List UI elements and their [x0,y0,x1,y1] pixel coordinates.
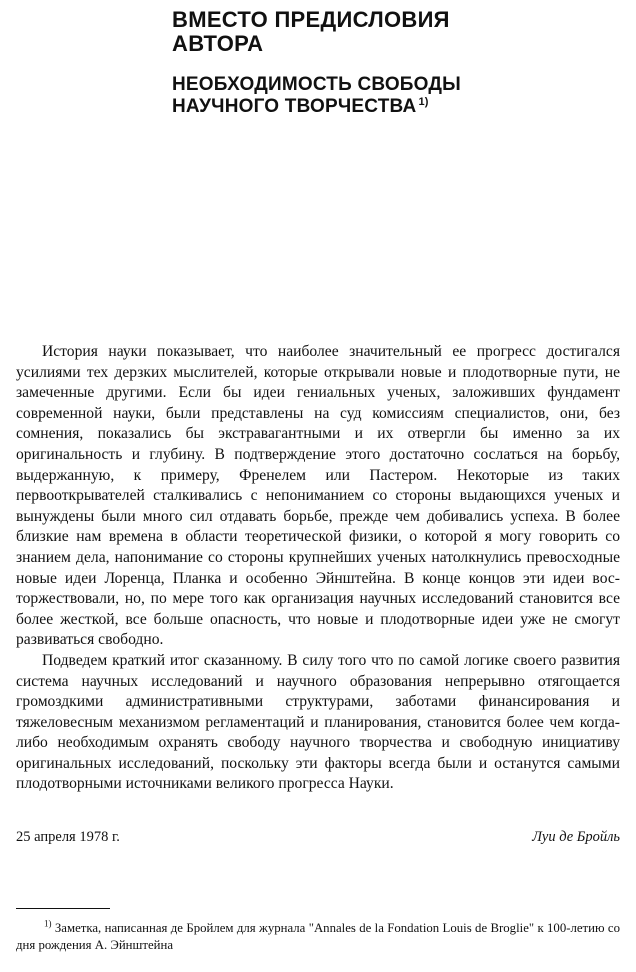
chapter-title-line2: АВТОРА [172,31,264,56]
chapter-subtitle-line2: НАУЧНОГО ТВОРЧЕСТВА [172,96,417,117]
footnote-divider [16,908,110,909]
signature-line [16,828,620,846]
footnote-reference: 1) [418,95,429,108]
paragraph-2: Подведем краткий итог сказанному. В силу того что по самой логике своего развития система научных исследований и научного образования непрерывно отягощается громоздкими административными структурами, заботами финансирования и тяжеловесным механизмом регламентаций и планирования, становится более чем когда-либо необходимым охранять свободу научного творчества и свободную инициативу оригинальных исследований, поскольку эти факторы всегда были и останутся самыми плодотворными источниками великого прогресса Науки. [16,651,620,793]
chapter-subtitle [172,74,612,118]
footnote-text: Заметка, написанная де Бройлем для журнала "Annales de la Fondation Louis de Broglie" к 100-летию со дня рождения А. Эйнштейна [16,921,620,952]
chapter-heading [172,8,612,118]
chapter-title [172,8,612,56]
chapter-subtitle-line1: НЕОБХОДИМОСТЬ СВОБОДЫ [172,74,461,95]
paragraph-1: История науки показывает, что наиболее значительный ее прогресс достигался усилиями тех дерзких мыслителей, которые открывали новые и плодотворные пути, не замеченные другими. Если бы идеи гениальных ученых, заложивших фундамент современной науки, были представлены на суд комиссиям специалистов, они, без сомнения, показались бы экстравагантными и их отвергли бы именно за их оригинальность и глубину. В подтверждение этого достаточно сослаться на борьбу, выдержанную, к примеру, Френелем или Пастером. Некоторые из таких первооткрывателей сталкивались с непониманием со стороны выдающихся ученых и вынуждены были много сил отдавать борьбе, прежде чем добивались успеха. В более близкие нам времена в области теоретической физики, о которой я могу говорить со знанием дела, напонимание со стороны крупнейших ученых натолкнулись превосходные новые идеи Лоренца, Планка и особенно Эйнштейна. В конце концов эти идеи восторжествовали, но, по мере того как организация научных исследований становится все более жесткой, все больше опасность, что новые и плодотворные идеи уже не смогут развиваться свободно. [16,343,620,649]
footnote-mark: 1) [44,918,52,929]
signature-author: Луи де Бройль [532,829,620,845]
footnote [16,920,620,954]
body-text [16,342,620,795]
chapter-title-line1: ВМЕСТО ПРЕДИСЛОВИЯ [172,7,450,32]
signature-date: 25 апреля 1978 г. [16,829,120,845]
